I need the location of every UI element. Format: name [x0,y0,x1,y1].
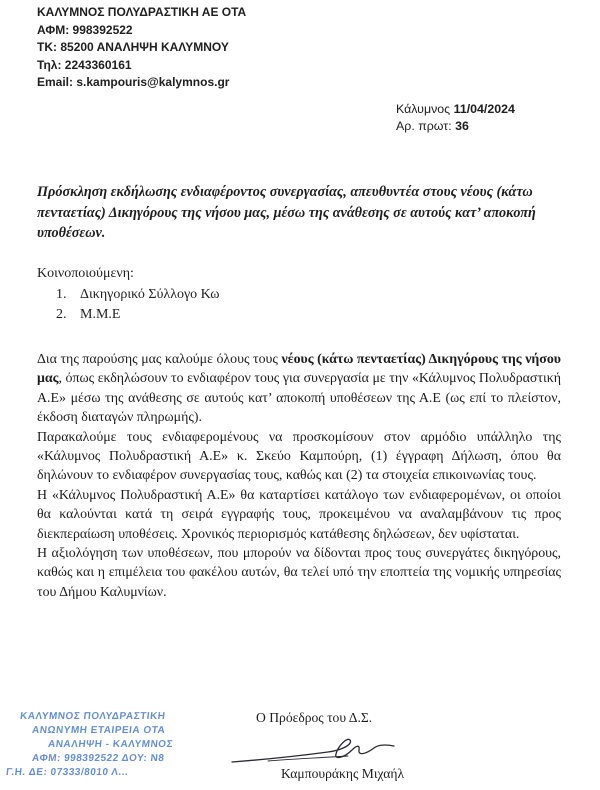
handwritten-signature [228,734,398,768]
paragraph-3: Η «Κάλυμνος Πολυδραστική Α.Ε» θα καταρτίσει κατάλογο των ενδιαφερομένων, οι οποίοι θα καλούνται κατά τη σειρά εγγραφής τους, προκειμένου να αναλαμβάνουν τις προς διεκπεραίωση υποθέσεις. Χρονικός περιορισμός κατάθεσης δηλώσεων, δεν υφίσταται. [37,487,561,542]
paragraph-2: Παρακαλούμε τους ενδιαφερομένους να προσκομίσουν στον αρμόδιο υπάλληλο της «Κάλυμνος Πολυδραστική Α.Ε» κ. Σκεύο Καμπούρη, (1) έγγραφη Δήλωση, όπου θα δηλώνουν το ενδιαφέρον συνεργασίας τους, καθώς και (2) τα στοιχεία επικοινωνίας τους. [37,429,561,484]
list-text: Δικηγορικό Σύλλογο Κω [80,287,220,302]
paragraph-1 [37,350,561,428]
subject-heading: Πρόσκληση εκδήλωσης ενδιαφέροντος συνεργασίας, απευθυντέα στους νέους (κάτω πενταετίας) Δικηγόρους της νήσου μας, μέσω της ανάθεσης σε αυτούς κατ’ αποκοπή υποθέσεων. [37,184,536,242]
protocol-line [396,118,515,135]
list-text: Μ.Μ.Ε [80,306,121,322]
date: 11/04/2024 [453,102,515,116]
afm-value: 998392522 [72,22,133,37]
protocol-label: Αρ. πρωτ: [396,119,452,133]
email-value: s.kampouris@kalymnos.gr [76,75,230,90]
letterhead [37,4,246,92]
p1-text-bold: νέους (κάτω πενταετίας) Δικηγόρους της νήσου μας [37,352,562,387]
notified-list [56,285,219,324]
signatory-role: Ο Πρόεδρος του Δ.Σ. [256,710,373,725]
afm-label: ΑΦΜ: [37,22,70,37]
p1-text-c: , όπως εκδηλώσουν το ενδιαφέρον τους για συνεργασία με την «Κάλυμνος Πολυδραστική Α.Ε» μέσω της ανάθεσης σε αυτούς κατ’ αποκοπή υποθέσεων της Α.Ε (ως επί το πλείστον, έκδοση διαταγών πληρωμής). [37,371,561,426]
list-item [56,285,219,305]
place-date-block [396,101,515,135]
tk-label: ΤΚ: [37,40,57,55]
signatory-name: Καμπουράκης Μιχαήλ [281,766,405,781]
place: Κάλυμνος [396,102,451,116]
tk-value: 85200 ΑΝΑΛΗΨΗ ΚΑΛΥΜΝΟΥ [60,40,229,55]
stamp-line: ΑΦΜ: 998392522 ΔΟΥ: Ν8 [31,753,165,764]
paragraph-4: Η αξιολόγηση των υποθέσεων, που μπορούν να δίδονται προς τους συνεργάτες δικηγόρους, καθώς και η επιμέλεια του φακέλου αυτών, θα τελεί υπό την εποπτεία της νομικής υπηρεσίας του Δήμου Καλυμνίων. [37,546,561,600]
place-date-line [396,101,515,118]
tel-label: Τηλ: [37,57,62,72]
list-number: 2. [56,306,67,322]
letter-body [37,350,561,602]
stamp-line: ΑΝΩΝΥΜΗ ΕΤΑΙΡΕΙΑ ΟΤΑ [31,725,166,736]
postal-line [37,39,246,57]
protocol-number: 36 [455,119,469,133]
stamp-line: ΚΑΛΥΜΝΟΣ ΠΟΛΥΔΡΑΣΤΙΚΗ [19,711,166,722]
list-number: 1. [56,287,67,302]
email-line [37,74,246,92]
tel-value: 2243360161 [64,57,132,72]
stamp-line: Γ.Η. ΔΕ: 07333/8010 Λ... [5,767,129,778]
phone-line [37,57,246,75]
company-stamp [6,707,184,790]
company-name: ΚΑΛΥΜΝΟΣ ΠΟΛΥΔΡΑΣΤΙΚΗ ΑΕ ΟΤΑ [37,5,247,19]
notified-title: Κοινοποιούμενη: [37,266,134,281]
email-label: Email: [37,75,74,90]
afm-line [37,22,246,40]
p1-text-a: Δια της παρούσης μας καλούμε όλους τους [37,352,282,367]
list-item [56,305,219,325]
stamp-line: ΑΝΑΛΗΨΗ - ΚΑΛΥΜΝΟΣ [47,739,174,750]
